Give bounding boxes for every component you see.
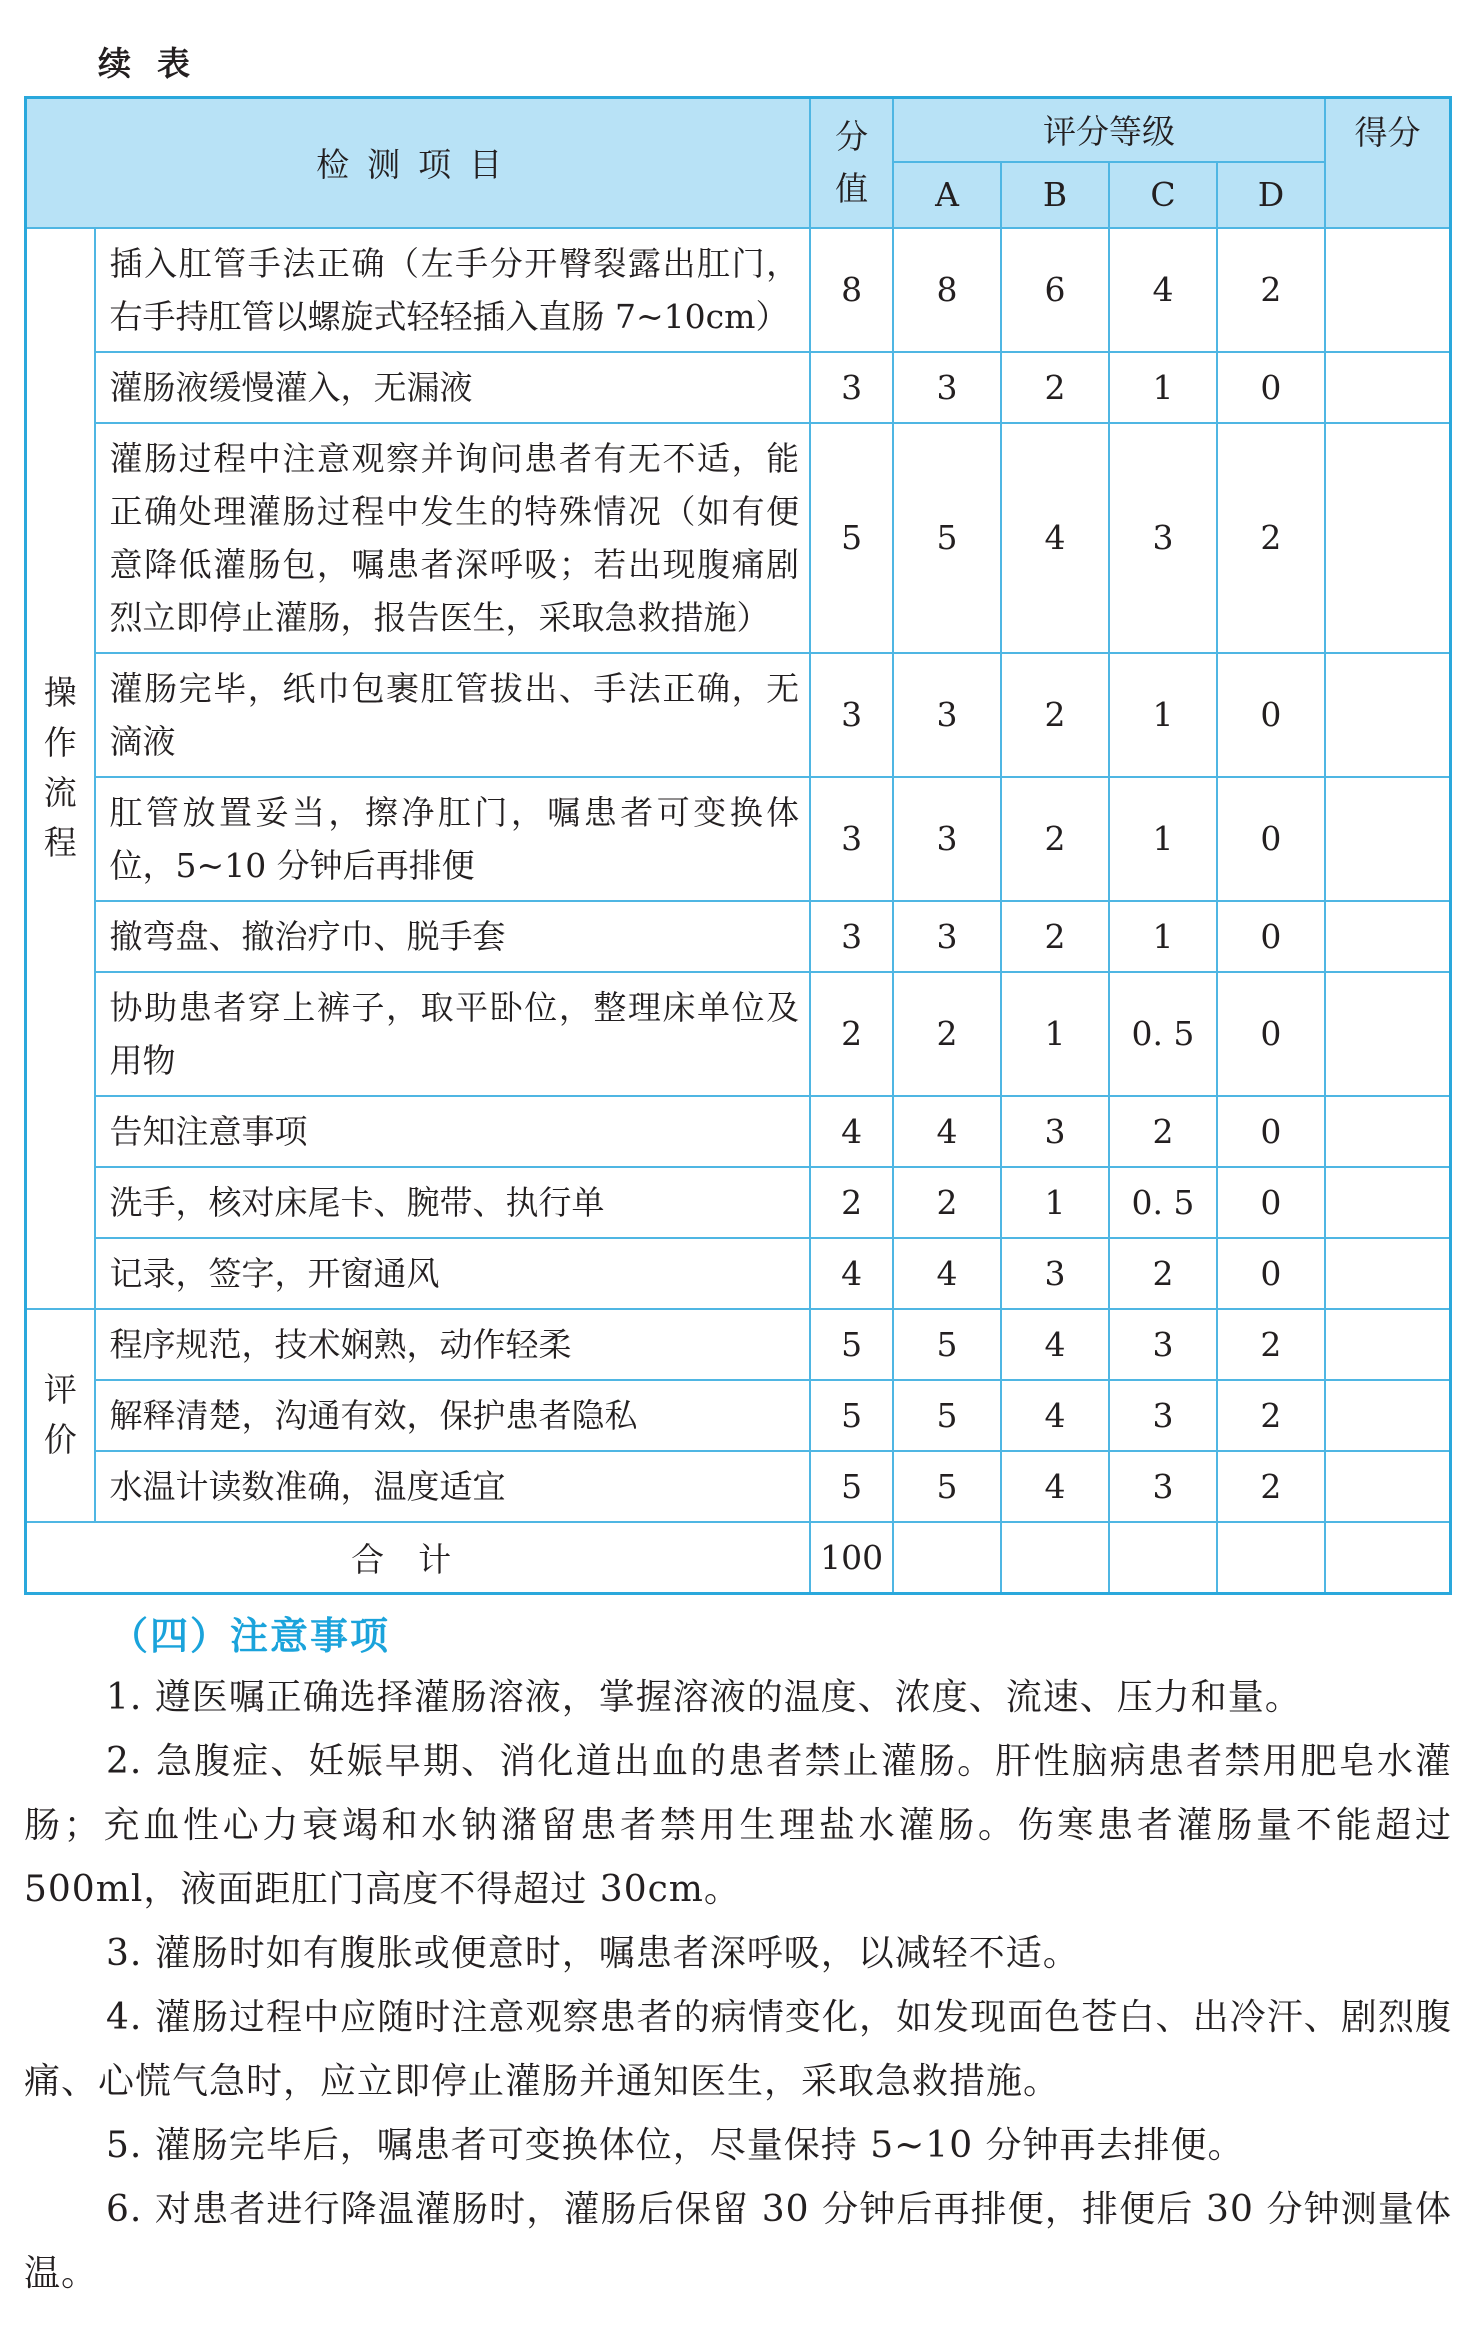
score-cell: 3 [810,352,893,423]
category-label: 操作流程 [43,673,77,862]
table-header [26,98,1451,228]
grade-b-cell: 1 [1001,972,1109,1096]
table-row [26,352,1451,423]
item-cell: 灌肠液缓慢灌入，无漏液 [95,352,811,423]
table-row [26,1380,1451,1451]
table-row [26,901,1451,972]
header-score [810,98,893,228]
score-cell: 8 [810,228,893,352]
grade-b-cell: 1 [1001,1167,1109,1238]
item-cell: 灌肠过程中注意观察并询问患者有无不适，能正确处理灌肠过程中发生的特殊情况（如有便意降低灌肠包，嘱患者深呼吸；若出现腹痛剧烈立即停止灌肠，报告医生，采取急救措施） [95,423,811,653]
grade-a-cell: 2 [893,1167,1001,1238]
grade-b-cell: 2 [1001,901,1109,972]
score-cell: 3 [810,901,893,972]
grade-d-cell: 2 [1217,423,1325,653]
grade-a-cell: 8 [893,228,1001,352]
header-grade-b: B [1001,162,1109,228]
grade-c-cell: 3 [1109,1451,1217,1522]
grade-b-cell: 3 [1001,1238,1109,1309]
obtained-cell [1325,1309,1451,1380]
table-body [26,228,1451,1522]
table-row [26,1309,1451,1380]
table-row [26,1167,1451,1238]
score-cell: 3 [810,653,893,777]
note-item: 4. 灌肠过程中应随时注意观察患者的病情变化，如发现面色苍白、出冷汗、剧烈腹痛、心慌气急时，应立即停止灌肠并通知医生，采取急救措施。 [24,1997,1452,2102]
obtained-cell [1325,1238,1451,1309]
header-obtained: 得分 [1325,98,1451,228]
total-label: 合计 [26,1522,811,1594]
total-score: 100 [810,1522,893,1594]
notes-heading: （四）注意事项 [110,1614,391,1658]
note-item: 3. 灌肠时如有腹胀或便意时，嘱患者深呼吸，以减轻不适。 [106,1933,1080,1974]
total-grade-b [1001,1522,1109,1594]
grade-c-cell: 2 [1109,1096,1217,1167]
item-cell: 洗手，核对床尾卡、腕带、执行单 [95,1167,811,1238]
header-grade-d: D [1217,162,1325,228]
grade-b-cell: 6 [1001,228,1109,352]
grade-d-cell: 0 [1217,352,1325,423]
table-row [26,1096,1451,1167]
category-label: 评价 [43,1370,77,1459]
score-cell: 2 [810,972,893,1096]
item-cell: 告知注意事项 [95,1096,811,1167]
note-item: 1. 遵医嘱正确选择灌肠溶液，掌握溶液的温度、浓度、流速、压力和量。 [106,1677,1302,1718]
grade-c-cell: 2 [1109,1238,1217,1309]
grade-a-cell: 2 [893,972,1001,1096]
item-cell: 插入肛管手法正确（左手分开臀裂露出肛门，右手持肛管以螺旋式轻轻插入直肠 7~10cm） [95,228,811,352]
total-grade-d [1217,1522,1325,1594]
score-cell: 5 [810,423,893,653]
category-cell [26,1309,95,1522]
table-row [26,653,1451,777]
grade-d-cell: 0 [1217,653,1325,777]
item-cell: 撤弯盘、撤治疗巾、脱手套 [95,901,811,972]
grade-c-cell: 1 [1109,653,1217,777]
grade-d-cell: 0 [1217,901,1325,972]
item-cell: 水温计读数准确，温度适宜 [95,1451,811,1522]
grade-c-cell: 3 [1109,423,1217,653]
grade-d-cell: 0 [1217,1167,1325,1238]
score-cell: 4 [810,1238,893,1309]
note-item: 5. 灌肠完毕后，嘱患者可变换体位，尽量保持 5~10 分钟再去排便。 [106,2125,1245,2166]
header-score-text: 分值 [835,116,869,208]
obtained-cell [1325,901,1451,972]
header-grade-c: C [1109,162,1217,228]
grade-a-cell: 3 [893,901,1001,972]
grade-d-cell: 2 [1217,1380,1325,1451]
item-cell: 程序规范，技术娴熟，动作轻柔 [95,1309,811,1380]
item-cell: 记录，签字，开窗通风 [95,1238,811,1309]
total-grade-a [893,1522,1001,1594]
grade-a-cell: 5 [893,1451,1001,1522]
total-grade-c [1109,1522,1217,1594]
grade-a-cell: 4 [893,1096,1001,1167]
obtained-cell [1325,352,1451,423]
grade-b-cell: 3 [1001,1096,1109,1167]
grade-a-cell: 3 [893,777,1001,901]
continuation-label: 续表 [98,44,216,83]
table-row [26,1451,1451,1522]
category-cell [26,228,95,1309]
grade-a-cell: 5 [893,423,1001,653]
obtained-cell [1325,423,1451,653]
table-row [26,1238,1451,1309]
grade-b-cell: 2 [1001,352,1109,423]
total-obtained [1325,1522,1451,1594]
grade-c-cell: 0. 5 [1109,972,1217,1096]
note-item: 6. 对患者进行降温灌肠时，灌肠后保留 30 分钟后再排便，排便后 30 分钟测量体温。 [24,2189,1452,2294]
grade-b-cell: 4 [1001,1451,1109,1522]
obtained-cell [1325,972,1451,1096]
grade-a-cell: 5 [893,1309,1001,1380]
grade-a-cell: 3 [893,352,1001,423]
grade-c-cell: 3 [1109,1380,1217,1451]
table-row [26,972,1451,1096]
grade-b-cell: 2 [1001,777,1109,901]
obtained-cell [1325,228,1451,352]
grade-b-cell: 4 [1001,1380,1109,1451]
score-cell: 4 [810,1096,893,1167]
grade-a-cell: 5 [893,1380,1001,1451]
table-row [26,228,1451,352]
obtained-cell [1325,777,1451,901]
score-cell: 5 [810,1309,893,1380]
obtained-cell [1325,1096,1451,1167]
header-item: 检测项目 [26,98,811,228]
obtained-cell [1325,1167,1451,1238]
item-cell: 肛管放置妥当，擦净肛门，嘱患者可变换体位，5~10 分钟后再排便 [95,777,811,901]
item-cell: 灌肠完毕，纸巾包裹肛管拔出、手法正确，无滴液 [95,653,811,777]
grade-b-cell: 4 [1001,1309,1109,1380]
grade-c-cell: 1 [1109,352,1217,423]
grade-c-cell: 0. 5 [1109,1167,1217,1238]
grade-d-cell: 2 [1217,1451,1325,1522]
note-item: 2. 急腹症、妊娠早期、消化道出血的患者禁止灌肠。肝性脑病患者禁用肥皂水灌肠；充血性心力衰竭和水钠潴留患者禁用生理盐水灌肠。伤寒患者灌肠量不能超过 500ml，液面距肛门高度不得超过 30cm。 [24,1741,1452,1910]
scoring-table [24,96,1452,1595]
grade-c-cell: 1 [1109,777,1217,901]
table-row [26,777,1451,901]
score-cell: 2 [810,1167,893,1238]
grade-a-cell: 3 [893,653,1001,777]
grade-c-cell: 4 [1109,228,1217,352]
notes-section [24,1605,1452,2306]
grade-c-cell: 1 [1109,901,1217,972]
grade-b-cell: 2 [1001,653,1109,777]
item-cell: 解释清楚，沟通有效，保护患者隐私 [95,1380,811,1451]
grade-c-cell: 3 [1109,1309,1217,1380]
score-cell: 5 [810,1451,893,1522]
grade-a-cell: 4 [893,1238,1001,1309]
score-cell: 5 [810,1380,893,1451]
obtained-cell [1325,653,1451,777]
grade-d-cell: 0 [1217,1096,1325,1167]
obtained-cell [1325,1451,1451,1522]
notes-list [24,1666,1452,2306]
grade-d-cell: 0 [1217,972,1325,1096]
item-cell: 协助患者穿上裤子，取平卧位，整理床单位及用物 [95,972,811,1096]
grade-d-cell: 0 [1217,1238,1325,1309]
grade-d-cell: 2 [1217,228,1325,352]
score-cell: 3 [810,777,893,901]
header-grades-title: 评分等级 [893,98,1325,162]
grade-d-cell: 2 [1217,1309,1325,1380]
total-row [26,1522,1451,1594]
grade-d-cell: 0 [1217,777,1325,901]
grade-b-cell: 4 [1001,423,1109,653]
header-grade-a: A [893,162,1001,228]
table-row [26,423,1451,653]
obtained-cell [1325,1380,1451,1451]
